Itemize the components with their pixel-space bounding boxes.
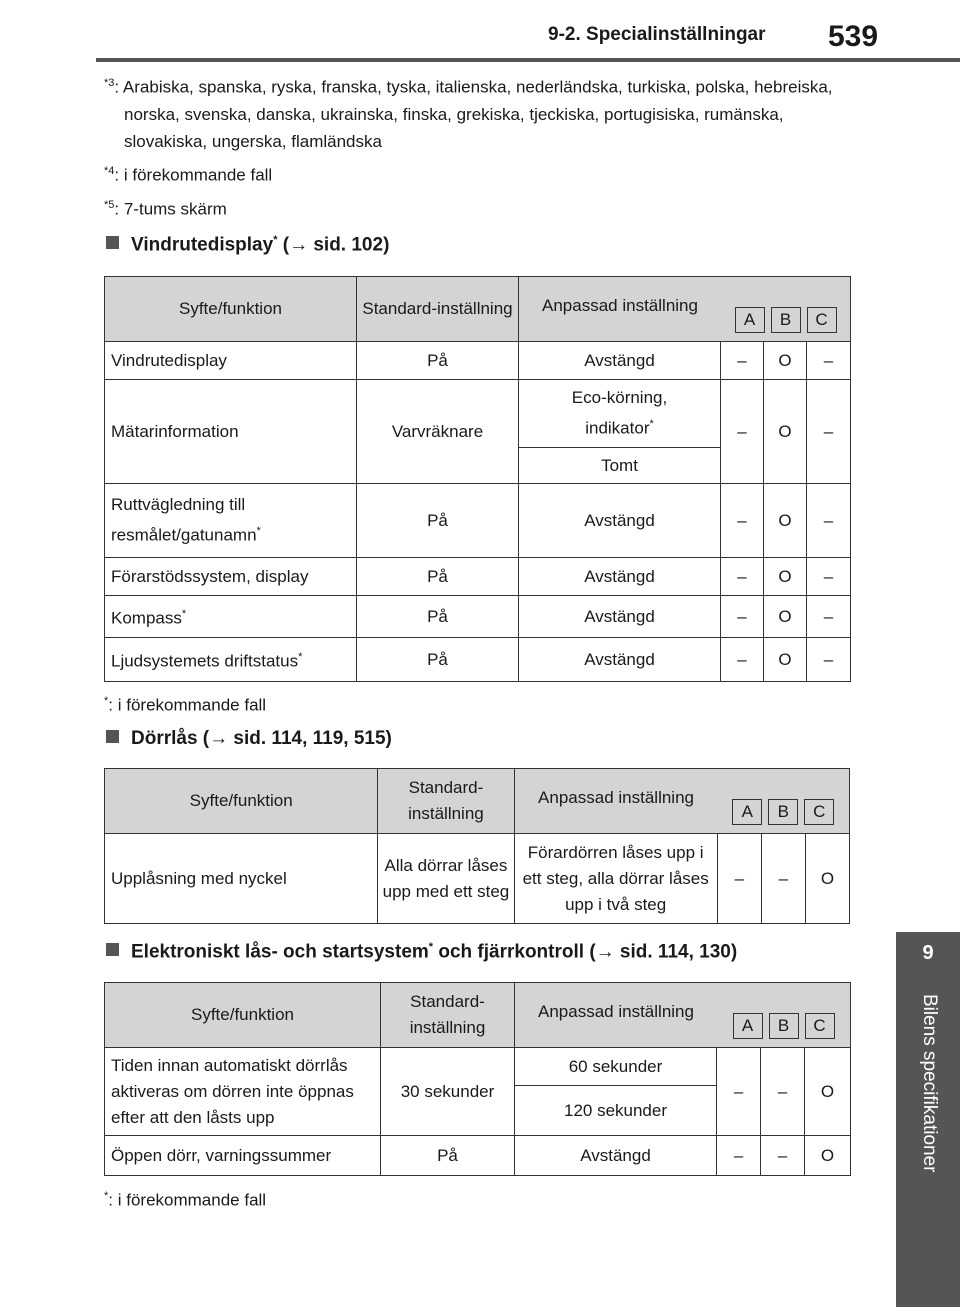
footnote-languages <box>104 70 864 155</box>
row-default: På <box>381 1136 515 1176</box>
col-header-c: C <box>805 1013 835 1039</box>
heading-text: Vindrutedisplay <box>131 234 274 256</box>
table-header-row <box>105 277 851 342</box>
row-a: – <box>721 342 764 380</box>
row-a: – <box>717 834 761 924</box>
row-function: Öppen dörr, varningssummer <box>105 1136 381 1176</box>
row-function: Vindrutedisplay <box>105 342 357 380</box>
col-header-b: B <box>769 1013 799 1039</box>
row-default: På <box>357 558 519 596</box>
row-function <box>105 596 357 638</box>
col-header-custom-label: Anpassad inställning <box>542 296 698 315</box>
table-row <box>105 1048 851 1086</box>
col-header-default: Standard-inställning <box>357 277 519 342</box>
row-b: O <box>764 558 807 596</box>
col-header-custom <box>515 983 851 1048</box>
row-function: Upplåsning med nyckel <box>105 834 378 924</box>
col-header-custom <box>519 277 851 342</box>
footnote-mark: * <box>104 695 109 707</box>
row-c: – <box>807 596 851 638</box>
footnote-text: : i förekommande fall <box>108 695 267 715</box>
row-c: – <box>807 380 851 484</box>
row-default: På <box>357 484 519 558</box>
table-row <box>105 342 851 380</box>
row-c: O <box>805 1136 851 1176</box>
custom-text: Eco-körning, indikator <box>571 388 668 438</box>
table-header-row <box>105 983 851 1048</box>
settings-table-windshield-display <box>104 276 851 682</box>
row-function: Mätarinformation <box>105 380 357 484</box>
row-custom <box>519 380 721 448</box>
row-b: – <box>761 1048 805 1136</box>
chapter-number: 9 <box>922 942 934 964</box>
row-b: O <box>764 638 807 682</box>
col-header-b: B <box>768 799 798 825</box>
row-a: – <box>717 1048 761 1136</box>
row-custom: Avstängd <box>515 1136 717 1176</box>
table-footnote-3 <box>104 1183 266 1214</box>
row-custom: 60 sekunder <box>515 1048 717 1086</box>
row-function: Tiden innan automatiskt dörrlås aktiveras om dörren inte öppnas efter att den låsts upp <box>105 1048 381 1136</box>
footnote-mark: *5 <box>104 199 115 211</box>
heading-mark: * <box>273 234 278 246</box>
function-text: Ljudsystemets driftstatus <box>111 651 299 671</box>
row-function <box>105 484 357 558</box>
col-header-custom-label: Anpassad inställning <box>538 788 694 807</box>
col-header-function: Syfte/funktion <box>105 277 357 342</box>
footnote-mark: * <box>104 1190 109 1202</box>
bullet-square-icon <box>106 236 119 249</box>
row-a: – <box>721 558 764 596</box>
col-header-c: C <box>804 799 834 825</box>
custom-mark: * <box>649 418 654 431</box>
row-a: – <box>721 380 764 484</box>
bullet-square-icon <box>106 730 119 743</box>
row-default: Varvräknare <box>357 380 519 484</box>
table-row <box>105 1136 851 1176</box>
function-text: Ruttvägledning till resmålet/gatunamn <box>111 495 257 545</box>
row-b: – <box>761 834 805 924</box>
section-title: 9-2. Specialinställningar <box>548 24 766 45</box>
table-footnote-1 <box>104 688 266 719</box>
footnote-5 <box>104 192 227 223</box>
row-custom-alt: Tomt <box>519 448 721 484</box>
footnote-text: : 7-tums skärm <box>114 199 227 219</box>
row-default: På <box>357 342 519 380</box>
col-header-b: B <box>771 307 801 333</box>
col-header-custom <box>514 769 849 834</box>
settings-table-smart-key <box>104 982 851 1176</box>
row-a: – <box>721 596 764 638</box>
heading-mark: * <box>428 941 434 953</box>
row-c: – <box>807 638 851 682</box>
table-row <box>105 834 850 924</box>
col-header-default: Standard-inställning <box>378 769 514 834</box>
section-heading-windshield-display <box>106 234 389 256</box>
col-header-c: C <box>807 307 837 333</box>
col-header-default: Standard-inställning <box>381 983 515 1048</box>
row-custom: Avstängd <box>519 342 721 380</box>
footnote-4 <box>104 158 272 189</box>
table-row <box>105 558 851 596</box>
col-header-function: Syfte/funktion <box>105 769 378 834</box>
footnote-text: : Arabiska, spanska, ryska, franska, tyska, italienska, nederländska, turkiska, polska, hebreiska, norska, svenska, danska, ukrainska, finska, grekiska, tjeckiska, portugisiska, rumänska, slovakiska, ungerska, flamländska <box>114 77 833 151</box>
table-row <box>105 380 851 448</box>
row-b: O <box>764 342 807 380</box>
footnote-text: : i förekommande fall <box>108 1190 267 1210</box>
table-header-row <box>105 769 850 834</box>
row-default: På <box>357 638 519 682</box>
heading-text: Dörrlås <box>131 728 198 749</box>
row-function <box>105 638 357 682</box>
row-b: – <box>761 1136 805 1176</box>
settings-table-door-locks <box>104 768 850 924</box>
row-c: O <box>805 1048 851 1136</box>
row-c: – <box>807 484 851 558</box>
row-custom-alt: 120 sekunder <box>515 1086 717 1136</box>
row-b: O <box>764 596 807 638</box>
row-b: O <box>764 484 807 558</box>
row-custom: Avstängd <box>519 558 721 596</box>
row-custom: Avstängd <box>519 596 721 638</box>
function-text: Kompass <box>111 608 182 628</box>
col-header-function: Syfte/funktion <box>105 983 381 1048</box>
footnote-text: : i förekommande fall <box>114 165 273 185</box>
page-reference-link[interactable]: (→ sid. 114, 119, 515) <box>197 728 392 749</box>
footnote-mark: *3 <box>104 77 115 89</box>
function-mark: * <box>298 651 303 664</box>
row-a: – <box>721 484 764 558</box>
row-default: På <box>357 596 519 638</box>
page-reference-link[interactable]: och fjärrkontroll (→ sid. 114, 130) <box>433 941 738 963</box>
table-row <box>105 484 851 558</box>
row-c: O <box>805 834 849 924</box>
row-default: Alla dörrar låses upp med ett steg <box>378 834 514 924</box>
col-header-a: A <box>733 1013 763 1039</box>
row-custom: Avstängd <box>519 484 721 558</box>
function-mark: * <box>256 525 261 538</box>
row-c: – <box>807 558 851 596</box>
col-header-a: A <box>735 307 765 333</box>
row-function: Förarstödssystem, display <box>105 558 357 596</box>
row-b: O <box>764 380 807 484</box>
row-custom: Förardörren låses upp i ett steg, alla dörrar låses upp i två steg <box>514 834 717 924</box>
table-row <box>105 596 851 638</box>
page-number: 539 <box>828 20 879 53</box>
row-a: – <box>717 1136 761 1176</box>
section-heading-smart-key <box>106 941 737 963</box>
row-c: – <box>807 342 851 380</box>
bullet-square-icon <box>106 943 119 956</box>
row-default: 30 sekunder <box>381 1048 515 1136</box>
row-custom: Avstängd <box>519 638 721 682</box>
chapter-side-tab <box>896 932 960 1307</box>
section-heading-door-locks <box>106 728 392 750</box>
row-a: – <box>721 638 764 682</box>
chapter-title-wrap <box>914 994 944 1294</box>
heading-text: Elektroniskt lås- och startsystem <box>131 941 429 963</box>
col-header-a: A <box>732 799 762 825</box>
chapter-title: Bilens specifikationer <box>919 994 940 1173</box>
table-row <box>105 638 851 682</box>
page-reference-link[interactable]: (→ sid. 102) <box>277 234 390 256</box>
header-divider <box>96 58 960 62</box>
function-mark: * <box>181 608 187 621</box>
col-header-custom-label: Anpassad inställning <box>538 1002 694 1021</box>
footnote-mark: *4 <box>104 165 115 177</box>
